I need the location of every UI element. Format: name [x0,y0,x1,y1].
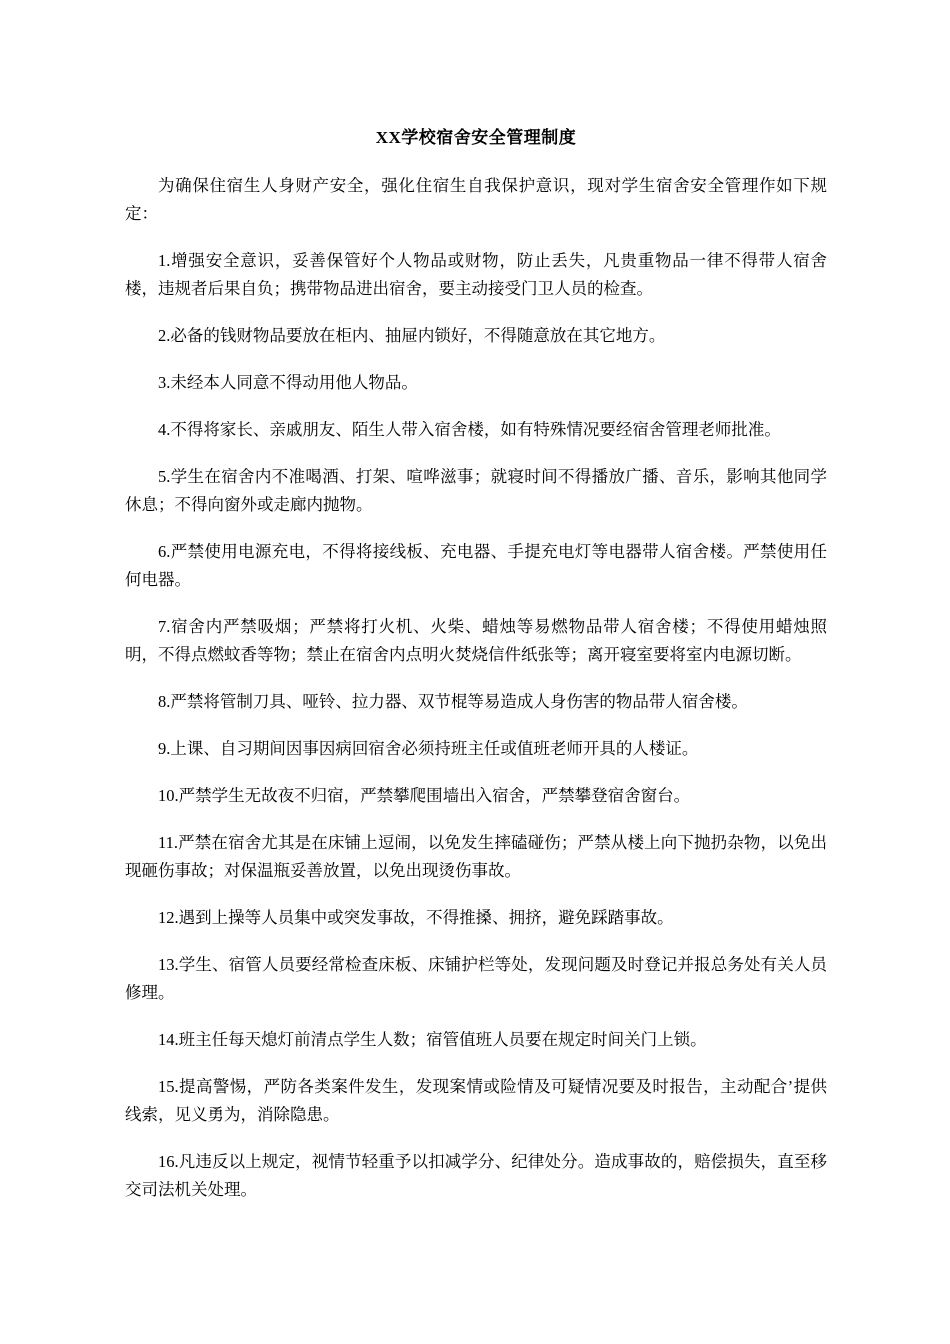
rule-paragraph: 2.必备的钱财物品要放在柜内、抽屉内锁好，不得随意放在其它地方。 [158,326,666,345]
rule-paragraph: 14.班主任每天熄灯前清点学生人数；宿管值班人员要在规定时间关门上锁。 [158,1030,707,1049]
intro-paragraph: 为确保住宿生人身财产安全，强化住宿生自我保护意识，现对学生宿舍安全管理作如下规定： [125,176,827,223]
rules-list [125,247,827,1204]
rule-paragraph: 13.学生、宿管人员要经常检查床板、床铺护栏等处，发现问题及时登记并报总务处有关人员修理。 [125,955,827,1002]
rule-paragraph: 16.凡违反以上规定，视情节轻重予以扣减学分、纪律处分。造成事故的，赔偿损失，直至移交司法机关处理。 [125,1152,827,1199]
rule-paragraph: 4.不得将家长、亲戚朋友、陌生人带入宿舍楼，如有特殊情况要经宿舍管理老师批准。 [158,420,781,439]
document-title: XX学校宿舍安全管理制度 [375,128,577,147]
rule-paragraph: 9.上课、自习期间因事因病回宿舍必须持班主任或值班老师开具的人楼证。 [158,739,699,758]
rule-paragraph: 5.学生在宿舍内不准喝酒、打架、喧哗滋事；就寝时间不得播放广播、音乐，影响其他同学休息；不得向窗外或走廊内抛物。 [125,467,827,514]
rule-paragraph: 3.未经本人同意不得动用他人物品。 [158,373,418,392]
rule-paragraph: 7.宿舍内严禁吸烟；严禁将打火机、火柴、蜡烛等易燃物品带人宿舍楼；不得使用蜡烛照明，不得点燃蚊香等物；禁止在宿舍内点明火焚烧信件纸张等；离开寝室要将室内电源切断。 [125,617,827,664]
rule-paragraph: 11.严禁在宿舍尤其是在床铺上逗闹，以免发生摔磕碰伤；严禁从楼上向下抛扔杂物，以免出现砸伤事故；对保温瓶妥善放置，以免出现烫伤事故。 [125,833,827,880]
rule-paragraph: 10.严禁学生无故夜不归宿，严禁攀爬围墙出入宿舍，严禁攀登宿舍窗台。 [158,786,691,805]
rule-paragraph: 6.严禁使用电源充电，不得将接线板、充电器、手提充电灯等电器带人宿舍楼。严禁使用任何电器。 [125,542,827,589]
rule-paragraph: 15.提高警惕，严防各类案件发生，发现案情或险情及可疑情况要及时报告，主动配合’提供线索，见义勇为，消除隐患。 [125,1077,827,1124]
rule-paragraph: 8.严禁将管制刀具、哑铃、拉力器、双节棍等易造成人身伤害的物品带人宿舍楼。 [158,692,748,711]
rule-paragraph: 12.遇到上操等人员集中或突发事故，不得推搡、拥挤，避免踩踏事故。 [158,908,674,927]
rule-paragraph: 1.增强安全意识，妥善保管好个人物品或财物，防止丢失，凡贵重物品一律不得带人宿舍楼，违规者后果自负；携带物品进出宿舍，要主动接受门卫人员的检查。 [125,251,827,298]
